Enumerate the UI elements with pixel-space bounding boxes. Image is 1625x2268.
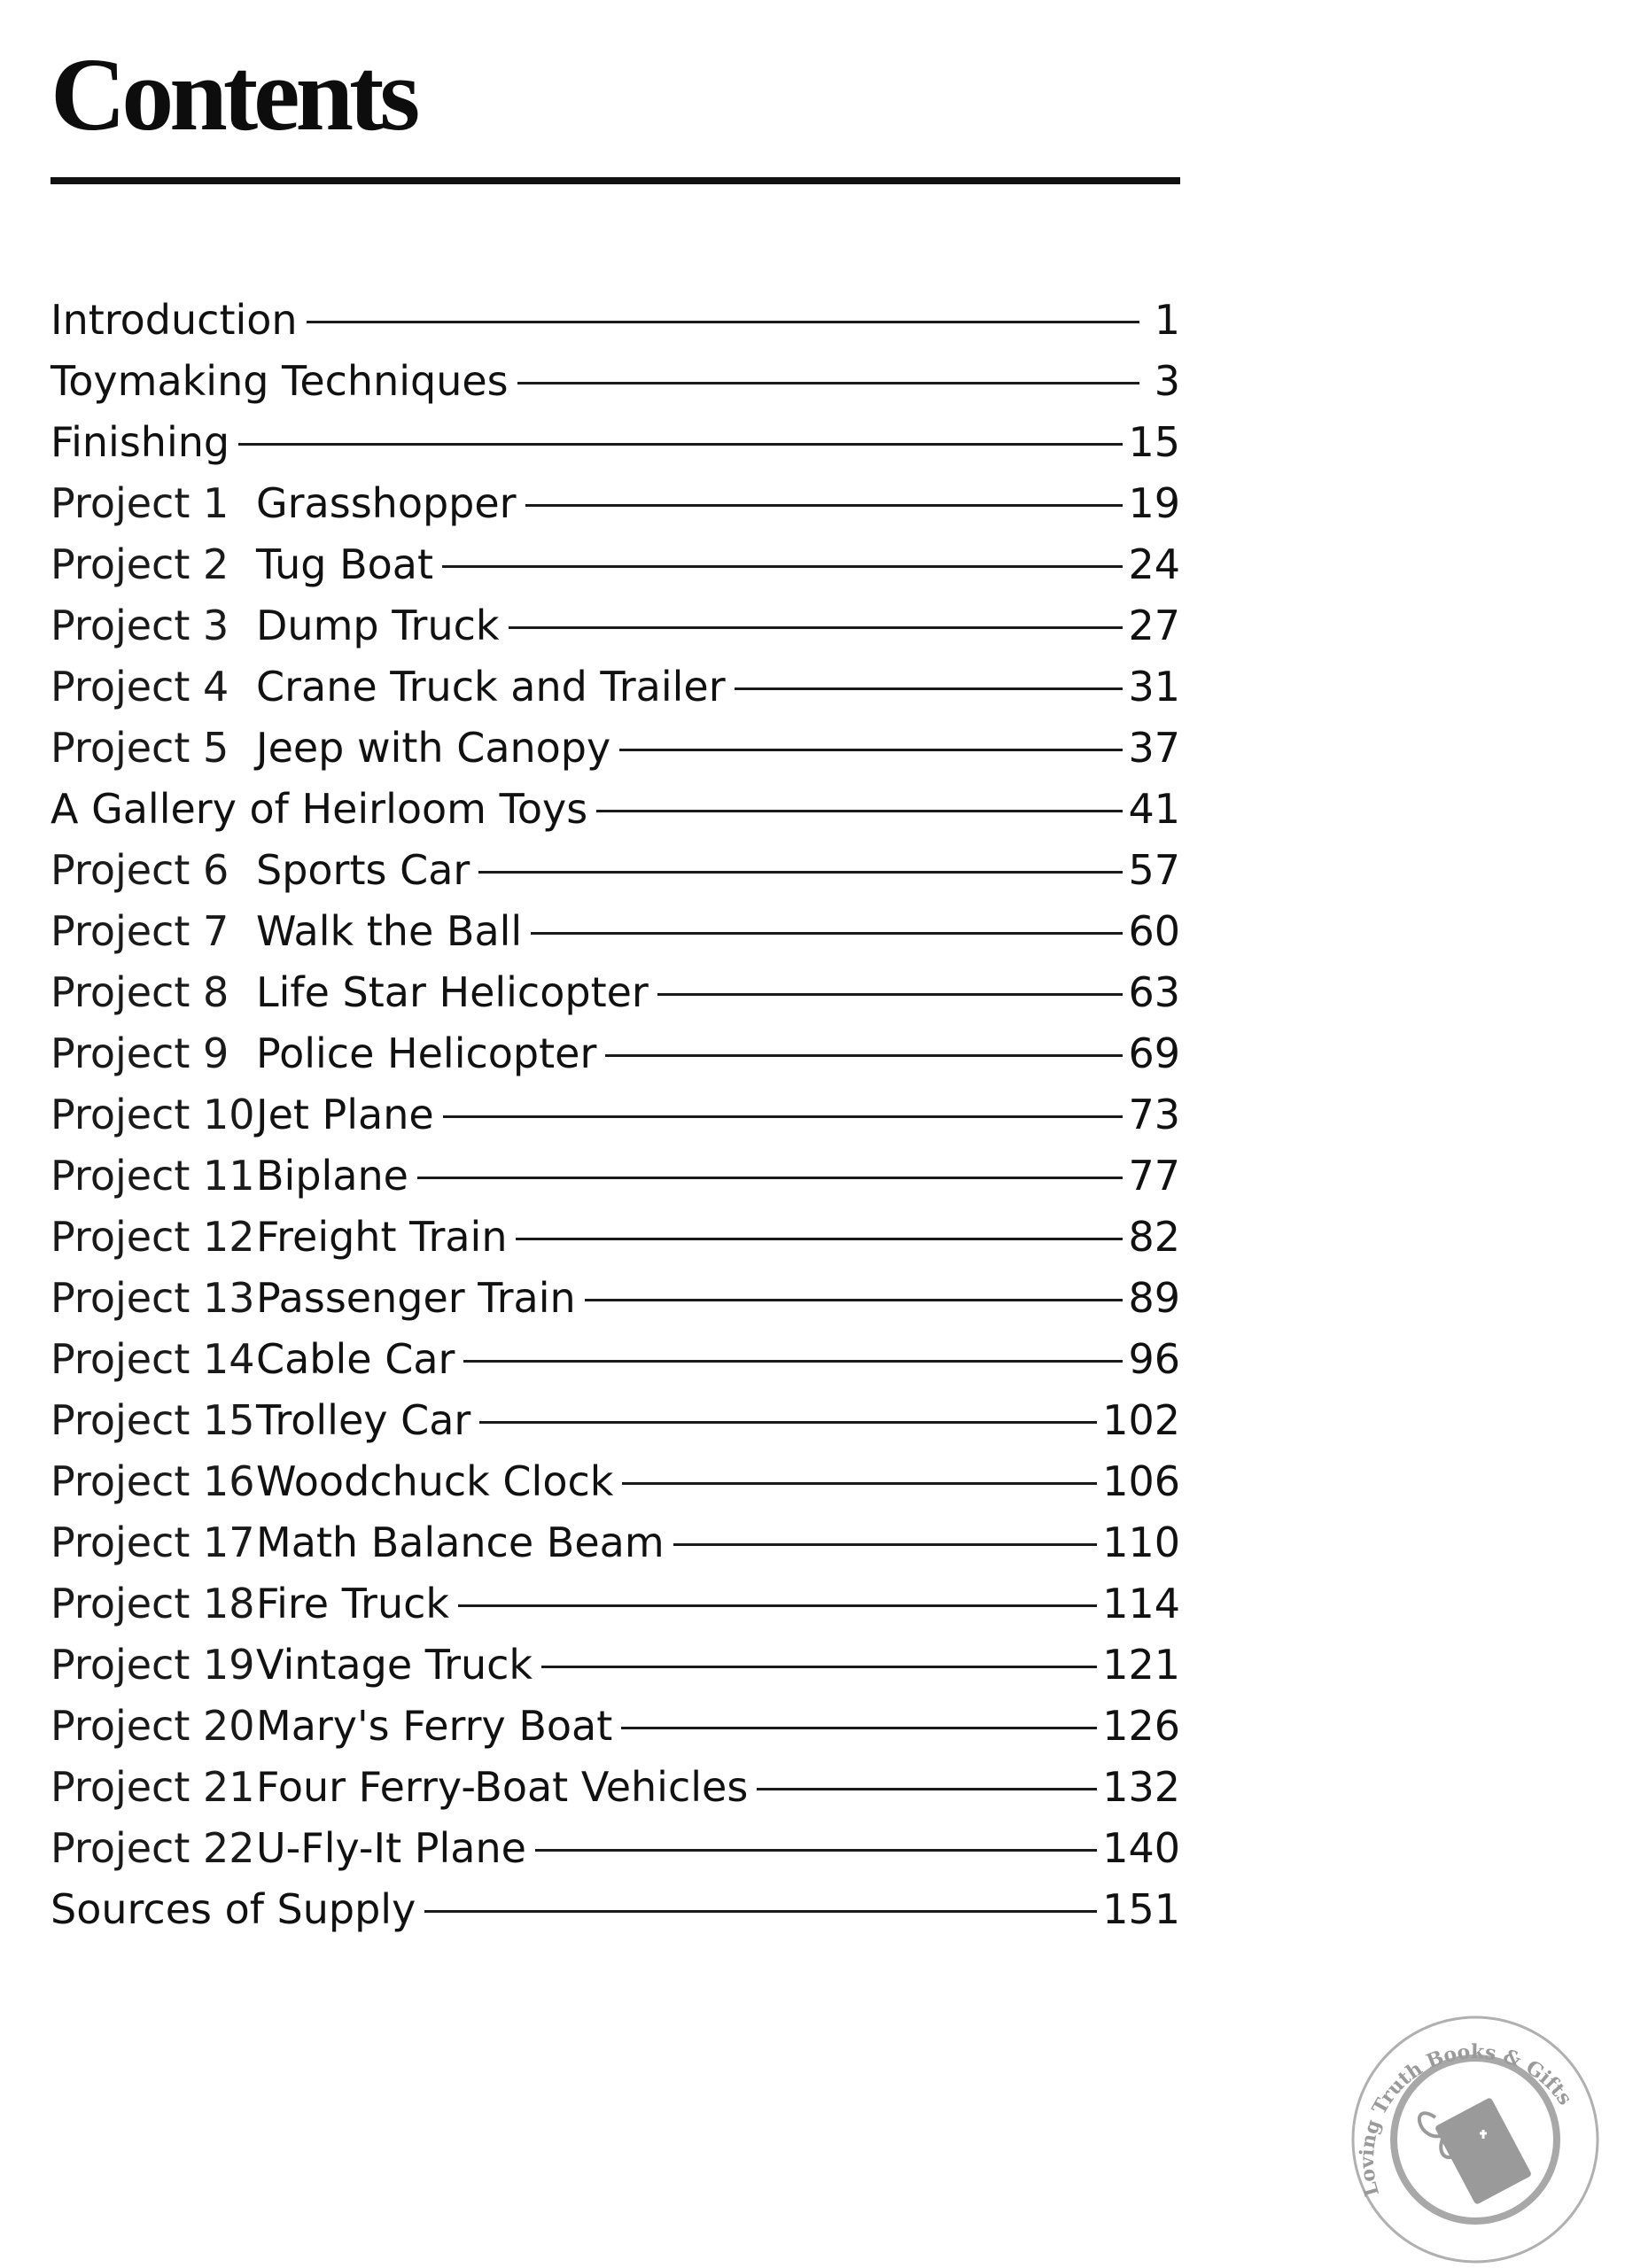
- toc-leader-line: [596, 810, 1123, 812]
- toc-leader-line: [417, 1177, 1123, 1179]
- toc-entry-title: A Gallery of Heirloom Toys: [51, 784, 588, 833]
- toc-leader-line: [516, 1238, 1123, 1240]
- toc-entry-title: Grasshopper: [256, 478, 517, 527]
- toc-project-number: Project 3: [51, 601, 229, 649]
- toc-entry: [51, 350, 1180, 411]
- toc-leader-line: [535, 1849, 1097, 1852]
- toc-entry-title: Jet Plane: [256, 1090, 434, 1138]
- toc-leader-line: [443, 1115, 1124, 1118]
- toc-leader-line: [585, 1299, 1124, 1301]
- toc-entry-title: Cable Car: [256, 1334, 455, 1383]
- toc-page-number: 73: [1128, 1090, 1180, 1138]
- toc-project-number: Project 10: [51, 1090, 255, 1138]
- toc-leader-line: [478, 871, 1123, 874]
- toc-page-number: 132: [1102, 1762, 1180, 1811]
- toc-entry-title: Trolley Car: [256, 1395, 471, 1444]
- toc-page-number: 89: [1128, 1273, 1180, 1322]
- toc-leader-line: [442, 565, 1123, 568]
- toc-entry: [51, 1022, 1180, 1084]
- toc-page-number: 126: [1102, 1701, 1180, 1750]
- toc-leader-line: [605, 1054, 1123, 1057]
- toc-entry: [51, 289, 1180, 350]
- toc-entry-title: Passenger Train: [256, 1273, 576, 1322]
- toc-entry-title: Walk the Ball: [256, 906, 523, 955]
- toc-entry: [51, 1450, 1180, 1511]
- toc-project-number: Project 12: [51, 1212, 255, 1261]
- toc-entry-title: Jeep with Canopy: [256, 723, 611, 772]
- toc-entry-title: Introduction: [51, 295, 298, 344]
- toc-entry-title: Police Helicopter: [256, 1029, 597, 1077]
- toc-page-number: 114: [1102, 1579, 1180, 1627]
- toc-page-number: 77: [1128, 1151, 1180, 1200]
- toc-entry: [51, 1695, 1180, 1756]
- toc-entry: [51, 411, 1180, 472]
- toc-entry: [51, 900, 1180, 961]
- toc-leader-line: [735, 687, 1124, 690]
- toc-leader-line: [531, 932, 1123, 935]
- toc-entry-title: Life Star Helicopter: [256, 967, 649, 1016]
- toc-project-number: Project 20: [51, 1701, 255, 1750]
- title-rule: [51, 177, 1180, 184]
- toc-project-number: Project 14: [51, 1334, 255, 1383]
- toc-leader-line: [525, 504, 1124, 507]
- toc-leader-line: [619, 749, 1123, 751]
- toc-page-number: 110: [1102, 1518, 1180, 1566]
- toc-entry: [51, 656, 1180, 717]
- toc-entry: [51, 1084, 1180, 1145]
- toc-entry: [51, 1878, 1180, 1939]
- toc-entry: [51, 1817, 1180, 1878]
- toc-entry-title: Four Ferry-Boat Vehicles: [256, 1762, 749, 1811]
- table-of-contents: [51, 289, 1180, 1939]
- toc-entry-title: Woodchuck Clock: [256, 1456, 614, 1505]
- toc-project-number: Project 21: [51, 1762, 255, 1811]
- toc-page-number: 19: [1128, 478, 1180, 527]
- toc-entry: [51, 1756, 1180, 1817]
- toc-project-number: Project 17: [51, 1518, 255, 1566]
- toc-page-number: 151: [1102, 1884, 1180, 1933]
- toc-entry-title: Sports Car: [256, 845, 470, 894]
- toc-project-number: Project 22: [51, 1823, 255, 1872]
- toc-page-number: 63: [1128, 967, 1180, 1016]
- toc-page-number: 106: [1102, 1456, 1180, 1505]
- toc-page-number: 1: [1154, 295, 1180, 344]
- toc-page-number: 41: [1128, 784, 1180, 833]
- toc-entry-title: Sources of Supply: [51, 1884, 416, 1933]
- toc-leader-line: [657, 993, 1124, 996]
- toc-project-number: Project 8: [51, 967, 229, 1016]
- gift-icon: [1419, 2097, 1532, 2205]
- toc-project-number: Project 1: [51, 478, 229, 527]
- toc-entry: [51, 594, 1180, 656]
- toc-page-number: 57: [1128, 845, 1180, 894]
- toc-entry: [51, 717, 1180, 778]
- toc-leader-line: [673, 1543, 1098, 1546]
- toc-entry: [51, 1145, 1180, 1206]
- toc-entry-title: Toymaking Techniques: [51, 356, 509, 405]
- toc-entry-title: Tug Boat: [256, 540, 434, 588]
- toc-leader-line: [541, 1666, 1097, 1668]
- toc-entry: [51, 1511, 1180, 1573]
- toc-page-number: 140: [1102, 1823, 1180, 1872]
- toc-leader-line: [479, 1421, 1097, 1424]
- toc-entry-title: Dump Truck: [256, 601, 500, 649]
- toc-entry-title: Mary's Ferry Boat: [256, 1701, 613, 1750]
- toc-entry: [51, 1328, 1180, 1389]
- toc-leader-line: [621, 1727, 1097, 1729]
- toc-entry: [51, 1206, 1180, 1267]
- watermark-seal: [1347, 2011, 1604, 2268]
- toc-project-number: Project 9: [51, 1029, 229, 1077]
- toc-entry-title: Crane Truck and Trailer: [256, 662, 726, 711]
- toc-entry: [51, 839, 1180, 900]
- toc-page-number: 37: [1128, 723, 1180, 772]
- toc-entry: [51, 1267, 1180, 1328]
- toc-project-number: Project 16: [51, 1456, 255, 1505]
- toc-leader-line: [622, 1482, 1097, 1485]
- page-title: Contents: [51, 36, 416, 152]
- toc-project-number: Project 2: [51, 540, 229, 588]
- toc-entry-title: U-Fly-It Plane: [256, 1823, 526, 1872]
- toc-entry: [51, 778, 1180, 839]
- toc-page-number: 27: [1128, 601, 1180, 649]
- toc-page-number: 96: [1128, 1334, 1180, 1383]
- watermark-text: Loving Truth Books & Gifts: [1355, 2039, 1577, 2200]
- toc-leader-line: [307, 321, 1139, 323]
- toc-leader-line: [463, 1360, 1123, 1363]
- toc-leader-line: [424, 1910, 1097, 1913]
- toc-entry-title: Freight Train: [256, 1212, 508, 1261]
- toc-entry: [51, 961, 1180, 1022]
- toc-entry-title: Vintage Truck: [256, 1640, 533, 1689]
- toc-leader-line: [757, 1788, 1097, 1790]
- toc-page-number: 3: [1154, 356, 1180, 405]
- toc-leader-line: [458, 1604, 1097, 1607]
- toc-project-number: Project 6: [51, 845, 229, 894]
- toc-leader-line: [509, 626, 1124, 629]
- toc-entry: [51, 533, 1180, 594]
- toc-page-number: 121: [1102, 1640, 1180, 1689]
- toc-page-number: 82: [1128, 1212, 1180, 1261]
- toc-project-number: Project 4: [51, 662, 229, 711]
- toc-entry-title: Math Balance Beam: [256, 1518, 665, 1566]
- toc-project-number: Project 15: [51, 1395, 255, 1444]
- toc-leader-line: [238, 443, 1123, 446]
- toc-entry-title: Biplane: [256, 1151, 408, 1200]
- toc-entry-title: Fire Truck: [256, 1579, 450, 1627]
- toc-entry-title: Finishing: [51, 417, 230, 466]
- toc-project-number: Project 19: [51, 1640, 255, 1689]
- toc-leader-line: [517, 382, 1139, 384]
- toc-page-number: 60: [1128, 906, 1180, 955]
- toc-page-number: 102: [1102, 1395, 1180, 1444]
- toc-project-number: Project 5: [51, 723, 229, 772]
- toc-entry: [51, 472, 1180, 533]
- toc-project-number: Project 13: [51, 1273, 255, 1322]
- toc-page-number: 15: [1128, 417, 1180, 466]
- toc-page-number: 31: [1128, 662, 1180, 711]
- toc-project-number: Project 18: [51, 1579, 255, 1627]
- toc-entry: [51, 1634, 1180, 1695]
- toc-project-number: Project 7: [51, 906, 229, 955]
- toc-page-number: 69: [1128, 1029, 1180, 1077]
- toc-entry: [51, 1573, 1180, 1634]
- toc-project-number: Project 11: [51, 1151, 255, 1200]
- toc-page-number: 24: [1128, 540, 1180, 588]
- toc-entry: [51, 1389, 1180, 1450]
